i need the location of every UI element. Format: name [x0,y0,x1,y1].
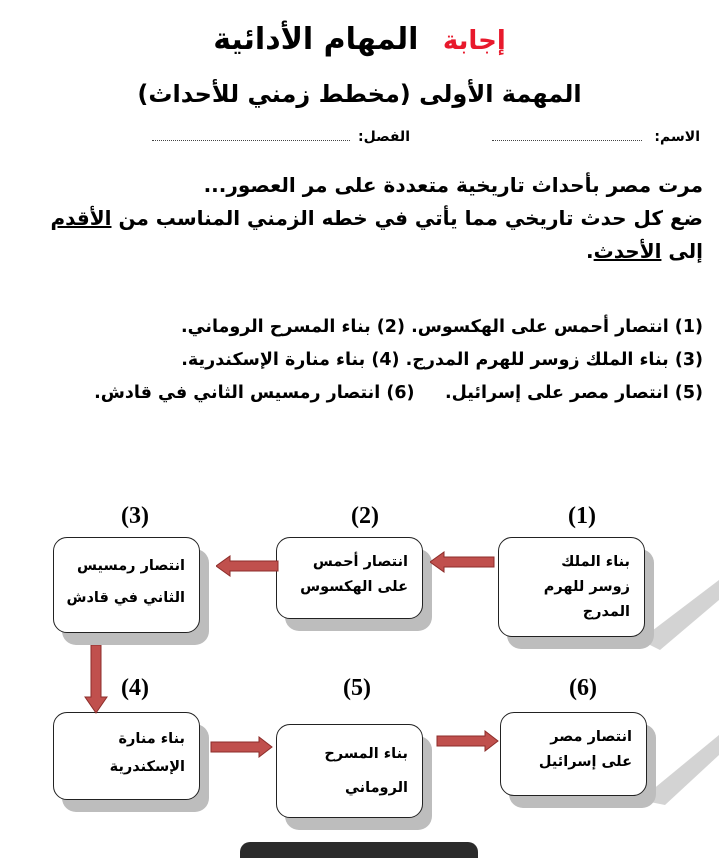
bottom-toolbar[interactable] [240,842,478,858]
node-2-number: (2) [351,503,379,529]
node-5-number: (5) [343,675,371,701]
intro-line-2 [13,203,703,233]
node-3-line-1: انتصار رمسيس [77,558,185,574]
event-list-line-3: (5) انتصار مصر على إسرائيل. (6) انتصار رمسيس الثاني في قادش. [94,383,703,403]
node-4-box [53,712,200,800]
node-3-box [53,537,200,633]
node-6-line-2: على إسرائيل [538,754,632,770]
node-1-line-1: بناء الملك [561,554,630,570]
newest-word: الأحدث [593,239,662,263]
shadow-stripe-bottom [640,725,719,805]
event-list-line-1: (1) انتصار أحمس على الهكسوس. (2) بناء المسرح الروماني. [181,317,703,337]
node-3-number: (3) [121,503,149,529]
node-4-line-1: بناء منارة [118,731,185,747]
intro-line-2-text: ضع كل حدث تاريخي مما يأتي في خطه الزمني المناسب من [111,206,703,230]
class-label: الفصل: [357,129,410,145]
node-2-box [276,537,423,619]
arrow-5-to-6 [435,730,499,752]
node-1-line-2: زوسر للهرم [543,579,630,595]
name-label: الاسم: [654,129,700,145]
title-text: المهام الأدائية [213,22,419,57]
page-title [0,20,719,61]
node-6-box [500,712,647,796]
node-1-number: (1) [568,503,596,529]
arrow-3-to-4 [84,645,108,715]
node-1-box [498,537,645,637]
node-5-line-2: الروماني [345,780,408,796]
intro-line-3-text: إلى [661,239,703,263]
oldest-word: الأقدم [50,206,112,230]
node-6-line-1: انتصار مصر [550,729,632,745]
node-4-line-2: الإسكندرية [109,759,185,775]
node-4-number: (4) [121,675,149,701]
shadow-stripe-top [640,560,719,650]
name-class-row [60,124,700,150]
arrow-2-to-3 [216,555,280,577]
class-field[interactable] [152,140,350,141]
node-5-line-1: بناء المسرح [324,746,408,762]
node-2-line-1: انتصار أحمس [312,554,408,570]
intro-line-3 [13,236,703,266]
event-list-line-2: (3) بناء الملك زوسر للهرم المدرج. (4) بناء منارة الإسكندرية. [181,350,703,370]
node-3-line-2: الثاني في قادش [66,590,185,606]
intro-line-3-period: . [586,239,594,263]
node-6-number: (6) [569,675,597,701]
answer-label: إجابة [442,26,506,56]
name-field[interactable] [492,140,642,141]
node-5-box [276,724,423,818]
arrow-4-to-5 [209,736,273,758]
arrow-1-to-2 [430,551,496,573]
node-2-line-2: على الهكسوس [300,579,408,595]
intro-line-1: مرت مصر بأحداث تاريخية متعددة على مر العصور... [203,173,703,197]
node-1-line-3: المدرج [582,604,630,620]
task-subtitle: المهمة الأولى (مخطط زمني للأحداث) [137,80,582,108]
